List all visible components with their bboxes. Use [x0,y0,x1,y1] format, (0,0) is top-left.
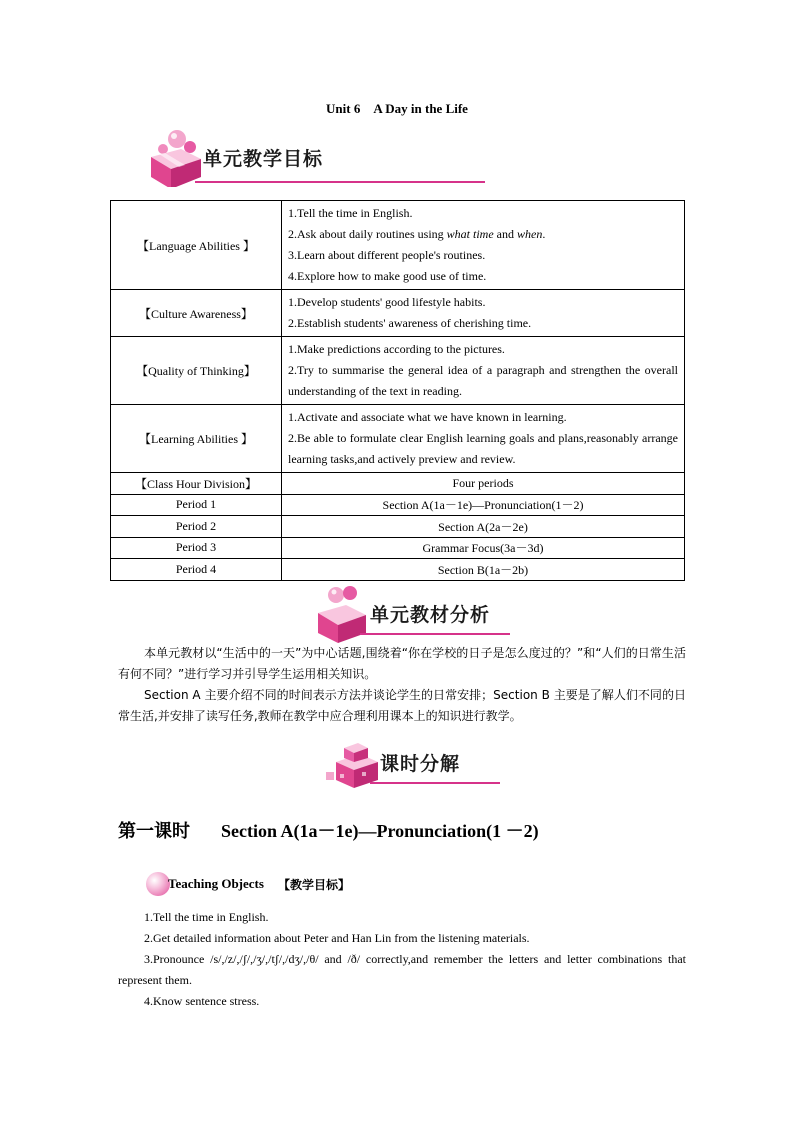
goal-content [282,201,685,290]
goal-line: 2.Try to summarise the general idea of a paragraph and strengthen the overall understanding of the text in reading. [288,363,678,398]
period-content: Section A(2a－2e) [282,516,685,538]
period-content: Section A(1a－1e)—Pronunciation(1－2) [282,494,685,516]
period-one-title-cn: 第一课时 [118,821,190,842]
teaching-objects-en: Teaching Objects [168,876,264,891]
table-row [111,473,685,495]
goal-content [282,405,685,473]
division-value: Four periods [282,473,685,495]
banner-periods-label: 课时分解 [380,752,461,775]
period-name: Period 3 [111,537,282,559]
teaching-goals-table [110,200,685,581]
banner-goals-label: 单元教学目标 [203,147,324,170]
period-name: Period 2 [111,516,282,538]
pink-ball-icon [146,872,170,896]
banner-goals-underline [195,181,485,183]
banner-analysis [312,583,490,643]
table-row [111,201,685,290]
banner-goals [145,127,323,187]
goal-line: 1.Tell the time in English. [288,206,413,220]
gift-box-icon [145,127,207,187]
banner-periods [322,732,460,792]
banner-analysis-label: 单元教材分析 [370,603,491,626]
goal-content [282,337,685,405]
goal-line: 2.Establish students' awareness of cherishing time. [288,316,532,330]
period-content: Section B(1a－2b) [282,559,685,581]
banner-periods-underline [370,782,500,784]
table-row [111,337,685,405]
table-row [111,537,685,559]
analysis-paragraph-2: Section A 主要介绍不同的时间表示方法并谈论学生的日常安排；Section B 主要是了解人们不同的日常生活,并安排了读写任务,教师在教学中应合理利用课本上的知识进行教学。 [118,688,686,723]
table-row [111,516,685,538]
period-name: Period 1 [111,494,282,516]
goal-line: 1.Develop students' good lifestyle habits. [288,295,486,309]
table-row [111,559,685,581]
table-row [111,290,685,337]
goal-line: 1.Activate and associate what we have known in learning. [288,410,567,424]
list-item: 1.Tell the time in English. [144,910,269,924]
goal-line: 2.Ask about daily routines using what time and when. [288,227,546,241]
teaching-objects-cn: 【教学目标】 [277,877,350,892]
goal-label: 【Language Abilities 】 [111,201,282,290]
analysis-paragraph-1: 本单元教材以“生活中的一天”为中心话题,围绕着“你在学校的日子是怎么度过的？”和“人们的日常生活有何不同？”进行学习并引导学生运用相关知识。 [118,646,686,681]
teaching-objects-heading [146,872,350,896]
goal-label: 【Learning Abilities 】 [111,405,282,473]
goal-line: 3.Learn about different people's routines. [288,248,486,262]
table-row [111,405,685,473]
goal-line: 1.Make predictions according to the pictures. [288,342,505,356]
list-item: 4.Know sentence stress. [144,994,260,1008]
table-row [111,494,685,516]
division-label: 【Class Hour Division】 [111,473,282,495]
list-item: 2.Get detailed information about Peter and Han Lin from the listening materials. [144,931,530,945]
teaching-objects-list [118,907,686,1012]
goal-content [282,290,685,337]
goal-label: 【Culture Awareness】 [111,290,282,337]
goal-label: 【Quality of Thinking】 [111,337,282,405]
unit-title: Unit 6 A Day in the Life [326,101,468,116]
period-one-title-en: Section A(1a－1e)—Pronunciation(1 －2) [221,821,539,841]
banner-analysis-underline [360,633,510,635]
period-name: Period 4 [111,559,282,581]
goal-line: 2.Be able to formulate clear English learning goals and plans,reasonably arrange learning tasks,and actively preview and review. [288,431,678,466]
period-content: Grammar Focus(3a－3d) [282,537,685,559]
period-one-title [118,817,539,843]
goal-line: 4.Explore how to make good use of time. [288,269,487,283]
list-item: 3.Pronounce /s/,/z/,/ʃ/,/ʒ/,/tʃ/,/dʒ/,/θ/ and /ð/ correctly,and remember the letters and letter combinations that represent them. [118,952,686,987]
